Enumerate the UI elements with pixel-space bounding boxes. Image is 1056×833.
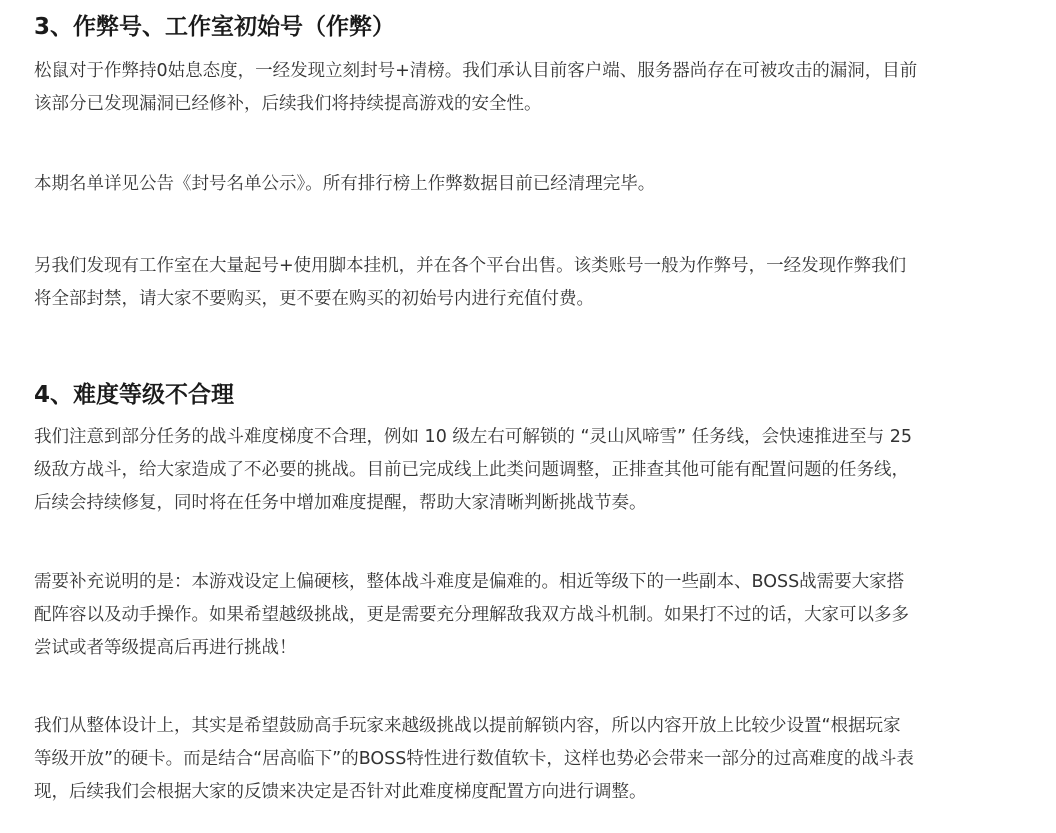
paragraph-line: 后续会持续修复，同时将在任务中增加难度提醒，帮助大家清晰判断挑战节奏。: [34, 493, 647, 513]
paragraph-difficulty-curve: [34, 421, 1034, 520]
paragraph-line: 本期名单详见公告《封号名单公示》。所有排行榜上作弊数据目前已经清理完毕。: [34, 174, 656, 194]
paragraph-line: 配阵容以及动手操作。如果希望越级挑战，更是需要充分理解敌我双方战斗机制。如果打不过的话，大家可以多多: [34, 605, 909, 625]
paragraph-line: 另我们发现有工作室在大量起号+使用脚本挂机，并在各个平台出售。该类账号一般为作弊号，一经发现作弊我们: [34, 256, 907, 276]
paragraph-design-intent: [34, 710, 1034, 809]
paragraph-ban-list: [34, 168, 1034, 201]
paragraph-line: 该部分已发现漏洞已经修补，后续我们将持续提高游戏的安全性。: [34, 94, 542, 114]
paragraph-studio-accounts: [34, 250, 1034, 316]
paragraph-line: 等级开放”的硬卡。而是结合“居高临下”的BOSS特性进行数值软卡，这样也势必会带来一部分的过高难度的战斗表: [34, 749, 914, 769]
paragraph-line: 尝试或者等级提高后再进行挑战！: [34, 638, 297, 658]
paragraph-line: 级敌方战斗，给大家造成了不必要的挑战。目前已完成线上此类问题调整，正排查其他可能有配置问题的任务线，: [34, 460, 909, 480]
paragraph-line: 我们从整体设计上，其实是希望鼓励高手玩家来越级挑战以提前解锁内容，所以内容开放上比较少设置“根据玩家: [34, 716, 901, 736]
paragraph-line: 需要补充说明的是：本游戏设定上偏硬核，整体战斗难度是偏难的。相近等级下的一些副本、BOSS战需要大家搭: [34, 572, 905, 592]
paragraph-line: 松鼠对于作弊持0姑息态度，一经发现立刻封号+清榜。我们承认目前客户端、服务器尚存在可被攻击的漏洞，目前: [34, 61, 918, 81]
paragraph-hardcore-note: [34, 566, 1034, 665]
paragraph-line: 我们注意到部分任务的战斗难度梯度不合理，例如 10 级左右可解锁的 “灵山风啼雪” 任务线，会快速推进至与 25: [34, 427, 912, 447]
section-heading-difficulty: 4、难度等级不合理: [34, 382, 235, 408]
section-heading-cheating: 3、作弊号、工作室初始号（作弊）: [34, 14, 396, 40]
paragraph-line: 将全部封禁，请大家不要购买，更不要在购买的初始号内进行充值付费。: [34, 289, 594, 309]
paragraph-cheating-policy: [34, 55, 1034, 121]
paragraph-line: 现，后续我们会根据大家的反馈来决定是否针对此难度梯度配置方向进行调整。: [34, 782, 647, 802]
